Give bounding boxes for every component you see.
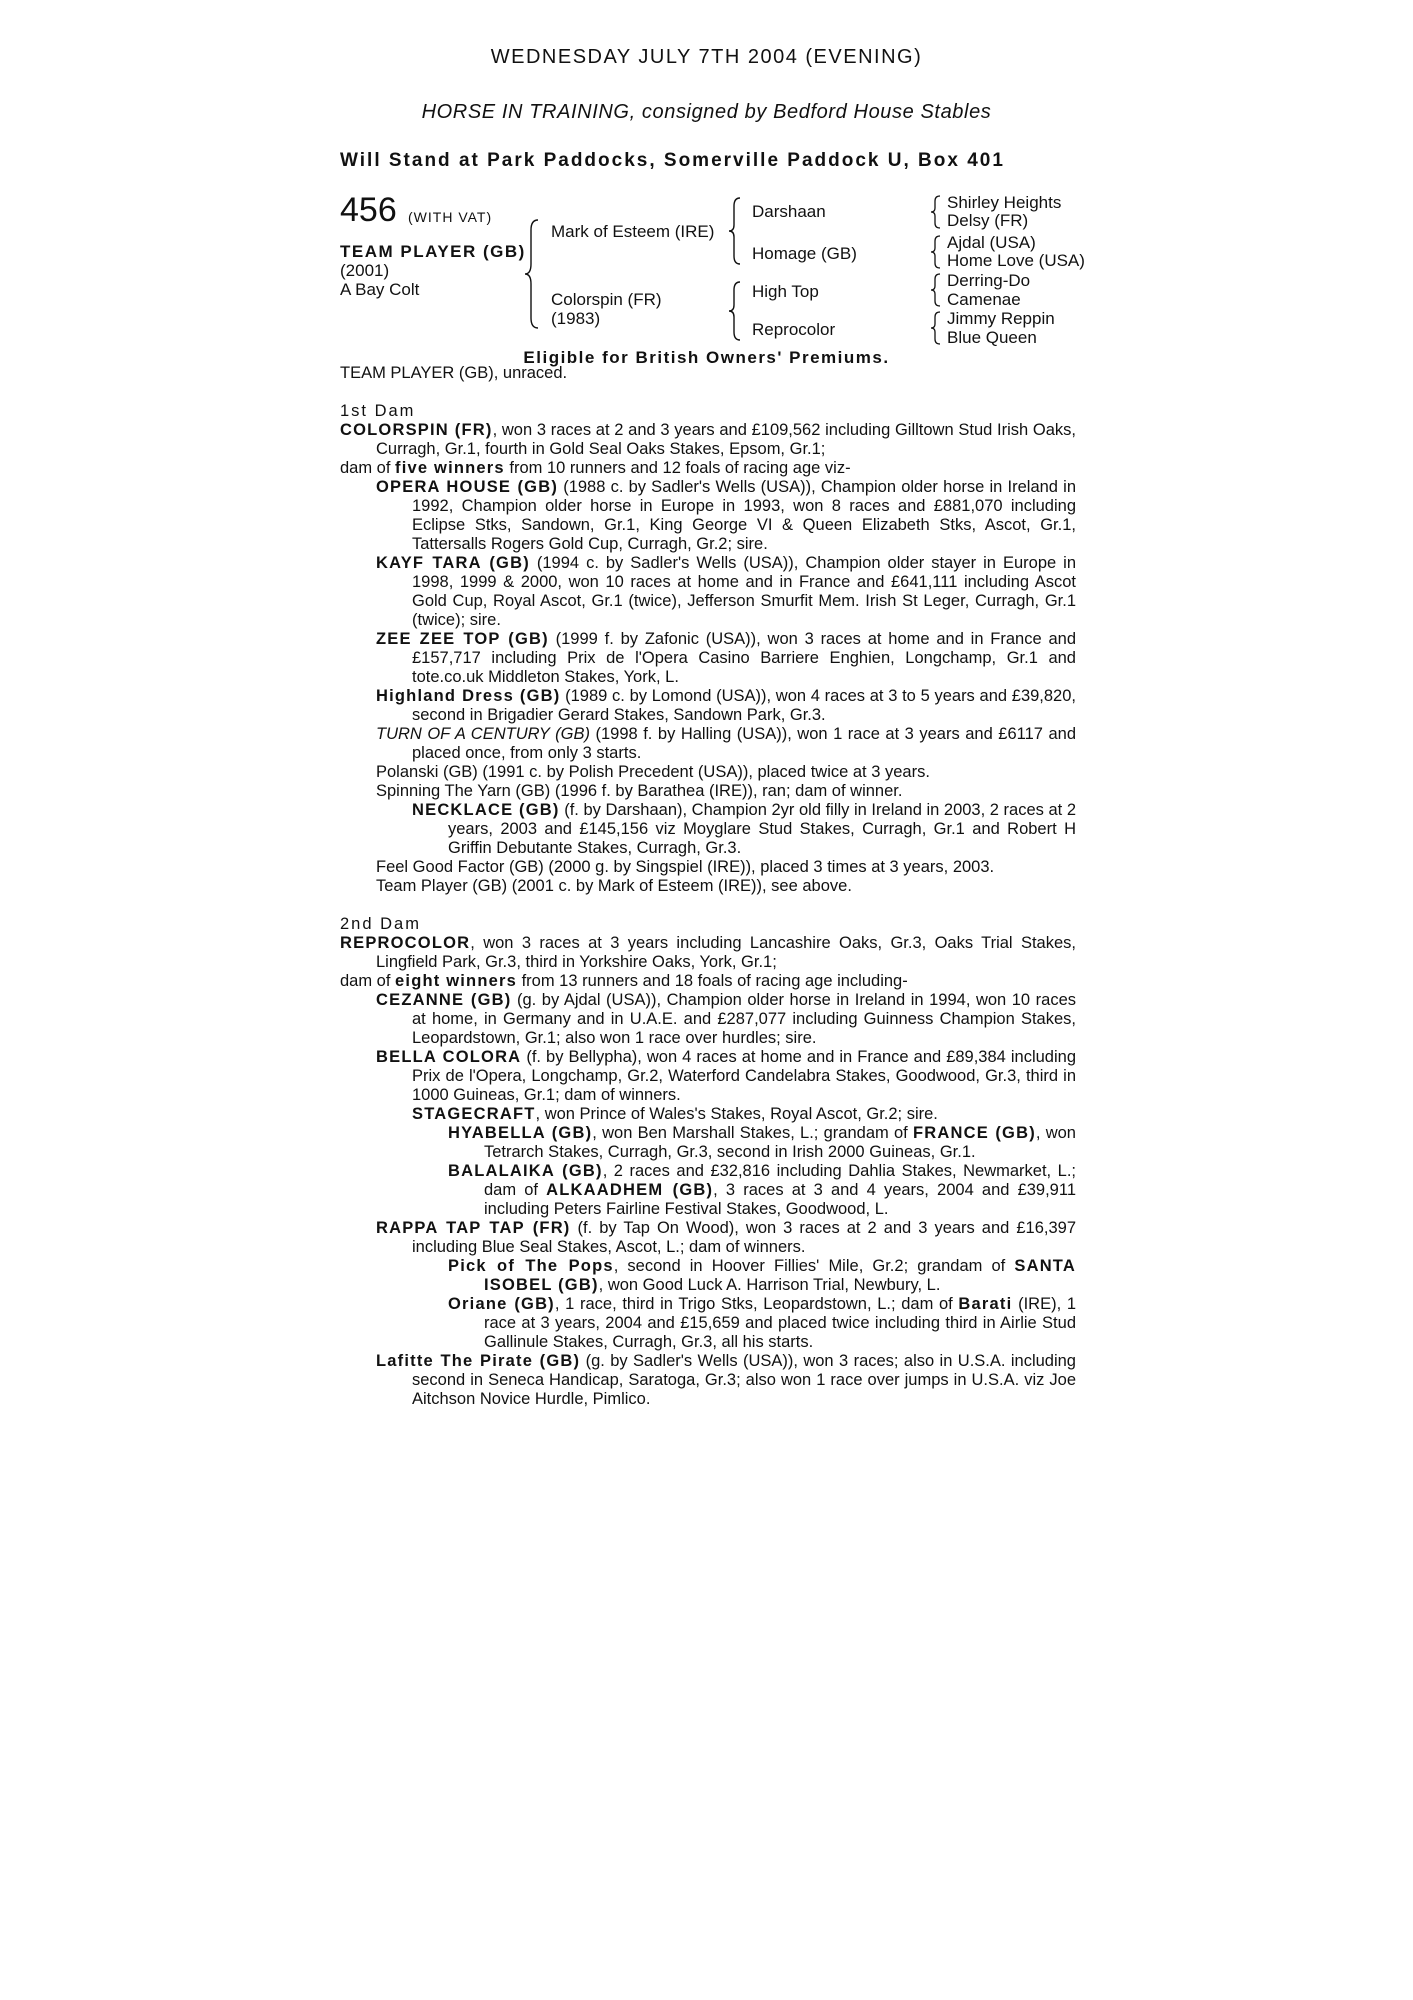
vat-note: (WITH VAT) [408,209,493,225]
pedigree-gg-5: Derring-Do [947,271,1031,290]
pedigree-dam: Colorspin (FR) [551,290,662,309]
horse-description: A Bay Colt [340,280,420,299]
produce-entry-sub: STAGECRAFT, won Prince of Wales's Stakes, Royal Ascot, Gr.2; sire. [412,1105,938,1123]
pedigree-gg-4: Home Love (USA) [947,251,1085,270]
pedigree-gg-1: Shirley Heights [947,193,1062,212]
pedigree-gg-8: Blue Queen [947,328,1037,347]
pedigree-gg-3: Ajdal (USA) [947,233,1036,252]
produce-entry: BELLA COLORA (f. by Bellypha), won 4 races at home and in France and £89,384 including Prix de l'Opera, Longchamp, Gr.2, Waterford Candelabra Stakes, Goodwood, Gr.3, third in 1000 Guineas, Gr.1; dam of winners. [376,1048,1076,1104]
produce-entry: OPERA HOUSE (GB) (1988 c. by Sadler's Wells (USA)), Champion older horse in Ireland in 1992, Champion older horse in Europe in 1993, won 8 races and £881,070 including Eclipse Stks, Sandown, Gr.1, King George VI & Queen Elizabeth Stks, Ascot, Gr.1, Tattersalls Rogers Gold Cup, Curragh, Gr.2; sire. [376,478,1076,553]
produce-entry: Feel Good Factor (GB) (2000 g. by Singspiel (IRE)), placed 3 times at 3 years, 2003. [376,858,995,876]
lot-number: 456 [340,191,397,229]
race-record: TEAM PLAYER (GB), unraced. [340,364,568,382]
pedigree-sire-sire: Darshaan [752,202,826,221]
horse-identity [340,242,526,299]
stand-location: Will Stand at Park Paddocks, Somerville Paddock U, Box 401 [340,150,1005,171]
sale-date: WEDNESDAY JULY 7TH 2004 (EVENING) [490,46,923,68]
horse-year: (2001) [340,261,390,280]
produce-entry: ZEE ZEE TOP (GB) (1999 f. by Zafonic (USA)), won 3 races at home and in France and £157,717 including Prix de l'Opera Casino Barriere Enghien, Longchamp, Gr.1 and tote.co.uk Middleton Stakes, York, L. [376,630,1076,686]
pedigree-brace-gg2 [930,234,942,274]
first-dam-summary: COLORSPIN (FR), won 3 races at 2 and 3 years and £109,562 including Gilltown Stud Irish Oaks, Curragh, Gr.1, fourth in Gold Seal Oaks Stakes, Epsom, Gr.1; [340,421,1076,458]
horse-name: TEAM PLAYER (GB) [340,242,526,261]
pedigree-gg-6: Camenae [947,290,1021,309]
produce-entry: CEZANNE (GB) (g. by Ajdal (USA)), Champion older horse in Ireland in 1994, won 10 races at home, in Germany and in U.A.E. and £287,077 including Guinness Champion Stakes, Leopardstown, Gr.1; also won 1 race over hurdles; sire. [376,991,1076,1047]
produce-entry: KAYF TARA (GB) (1994 c. by Sadler's Wells (USA)), Champion older stayer in Europe in 1998, 1999 & 2000, won 10 races at home and in France and £641,111 including Ascot Gold Cup, Royal Ascot, Gr.1 (twice), Jefferson Smurfit Mem. Irish St Leger, Curragh, Gr.1 (twice); sire. [376,554,1076,629]
pedigree-brace-gg4 [930,310,942,350]
produce-entry: Polanski (GB) (1991 c. by Polish Precedent (USA)), placed twice at 3 years. [376,763,930,781]
produce-entry-sub: NECKLACE (GB) (f. by Darshaan), Champion 2yr old filly in Ireland in 2003, 2 races at 2 years, 2003 and £145,156 viz Moyglare Stud Stakes, Curragh, Gr.1 and Robert H Griffin Debutante Stakes, Curragh, Gr.3. [412,801,1077,857]
produce-entry: Spinning The Yarn (GB) (1996 f. by Barathea (IRE)), ran; dam of winner. [376,782,903,800]
eligibility-note: Eligible for British Owners' Premiums. [523,348,890,367]
catalogue-body [340,364,1076,1409]
pedigree-dam-year: (1983) [551,309,601,328]
consignment-line: HORSE IN TRAINING, consigned by Bedford House Stables [421,101,992,123]
produce-entry: RAPPA TAP TAP (FR) (f. by Tap On Wood), won 3 races at 2 and 3 years and £16,397 including Blue Seal Stakes, Ascot, L.; dam of winners. [376,1219,1076,1256]
pedigree-dam-dam: Reprocolor [752,320,836,339]
produce-entry-sub: Pick of The Pops, second in Hoover Fillies' Mile, Gr.2; grandam of SANTA ISOBEL (GB), won Good Luck A. Harrison Trial, Newbury, L. [448,1257,1076,1294]
pedigree-gg-2: Delsy (FR) [947,211,1029,230]
pedigree-brace-dam [728,280,742,346]
pedigree-sire: Mark of Esteem (IRE) [551,222,715,241]
first-dam-produce-note: dam of five winners from 10 runners and 12 foals of racing age viz- [340,459,851,477]
pedigree-brace-main [524,218,540,334]
produce-entry: TURN OF A CENTURY (GB) (1998 f. by Halling (USA)), won 1 race at 3 years and £6117 and placed once, from only 3 starts. [376,725,1076,762]
first-dam-heading: 1st Dam [340,402,416,420]
produce-entry-sub: HYABELLA (GB), won Ben Marshall Stakes, L.; grandam of FRANCE (GB), won Tetrarch Stakes, Curragh, Gr.3, second in Irish 2000 Guineas, Gr.1. [448,1124,1076,1161]
pedigree-gg-7: Jimmy Reppin [947,309,1055,328]
second-dam-summary: REPROCOLOR, won 3 races at 3 years including Lancashire Oaks, Gr.3, Oaks Trial Stakes, Lingfield Park, Gr.3, third in Yorkshire Oaks, York, Gr.1; [340,934,1076,971]
second-dam-heading: 2nd Dam [340,915,421,933]
produce-entry: Lafitte The Pirate (GB) (g. by Sadler's Wells (USA)), won 3 races; also in U.S.A. including second in Seneca Handicap, Saratoga, Gr.3; also won 1 race over jumps in U.S.A. viz Joe Aitchson Novice Hurdle, Pimlico. [376,1352,1076,1408]
produce-entry-sub: BALALAIKA (GB), 2 races and £32,816 including Dahlia Stakes, Newmarket, L.; dam of ALKAADHEM (GB), 3 races at 3 and 4 years, 2004 and £39,911 including Peters Fairline Festival Stakes, Goodwood, L. [448,1162,1077,1218]
produce-entry: Highland Dress (GB) (1989 c. by Lomond (USA)), won 4 races at 3 to 5 years and £39,820, second in Brigadier Gerard Stakes, Sandown Park, Gr.3. [376,687,1076,724]
pedigree-brace-gg3 [930,272,942,312]
produce-entry: Team Player (GB) (2001 c. by Mark of Esteem (IRE)), see above. [376,877,852,895]
pedigree-brace-sire [728,196,742,270]
pedigree-dam-sire: High Top [752,282,819,301]
second-dam-produce-note: dam of eight winners from 13 runners and 18 foals of racing age including- [340,972,908,990]
produce-entry-sub: Oriane (GB), 1 race, third in Trigo Stks, Leopardstown, L.; dam of Barati (IRE), 1 race at 3 years, 2004 and £15,659 and placed twice including third in Airlie Stud Gallinule Stakes, Curragh, Gr.3, all his starts. [448,1295,1076,1351]
pedigree-sire-dam: Homage (GB) [752,244,857,263]
pedigree-brace-gg1 [930,194,942,234]
